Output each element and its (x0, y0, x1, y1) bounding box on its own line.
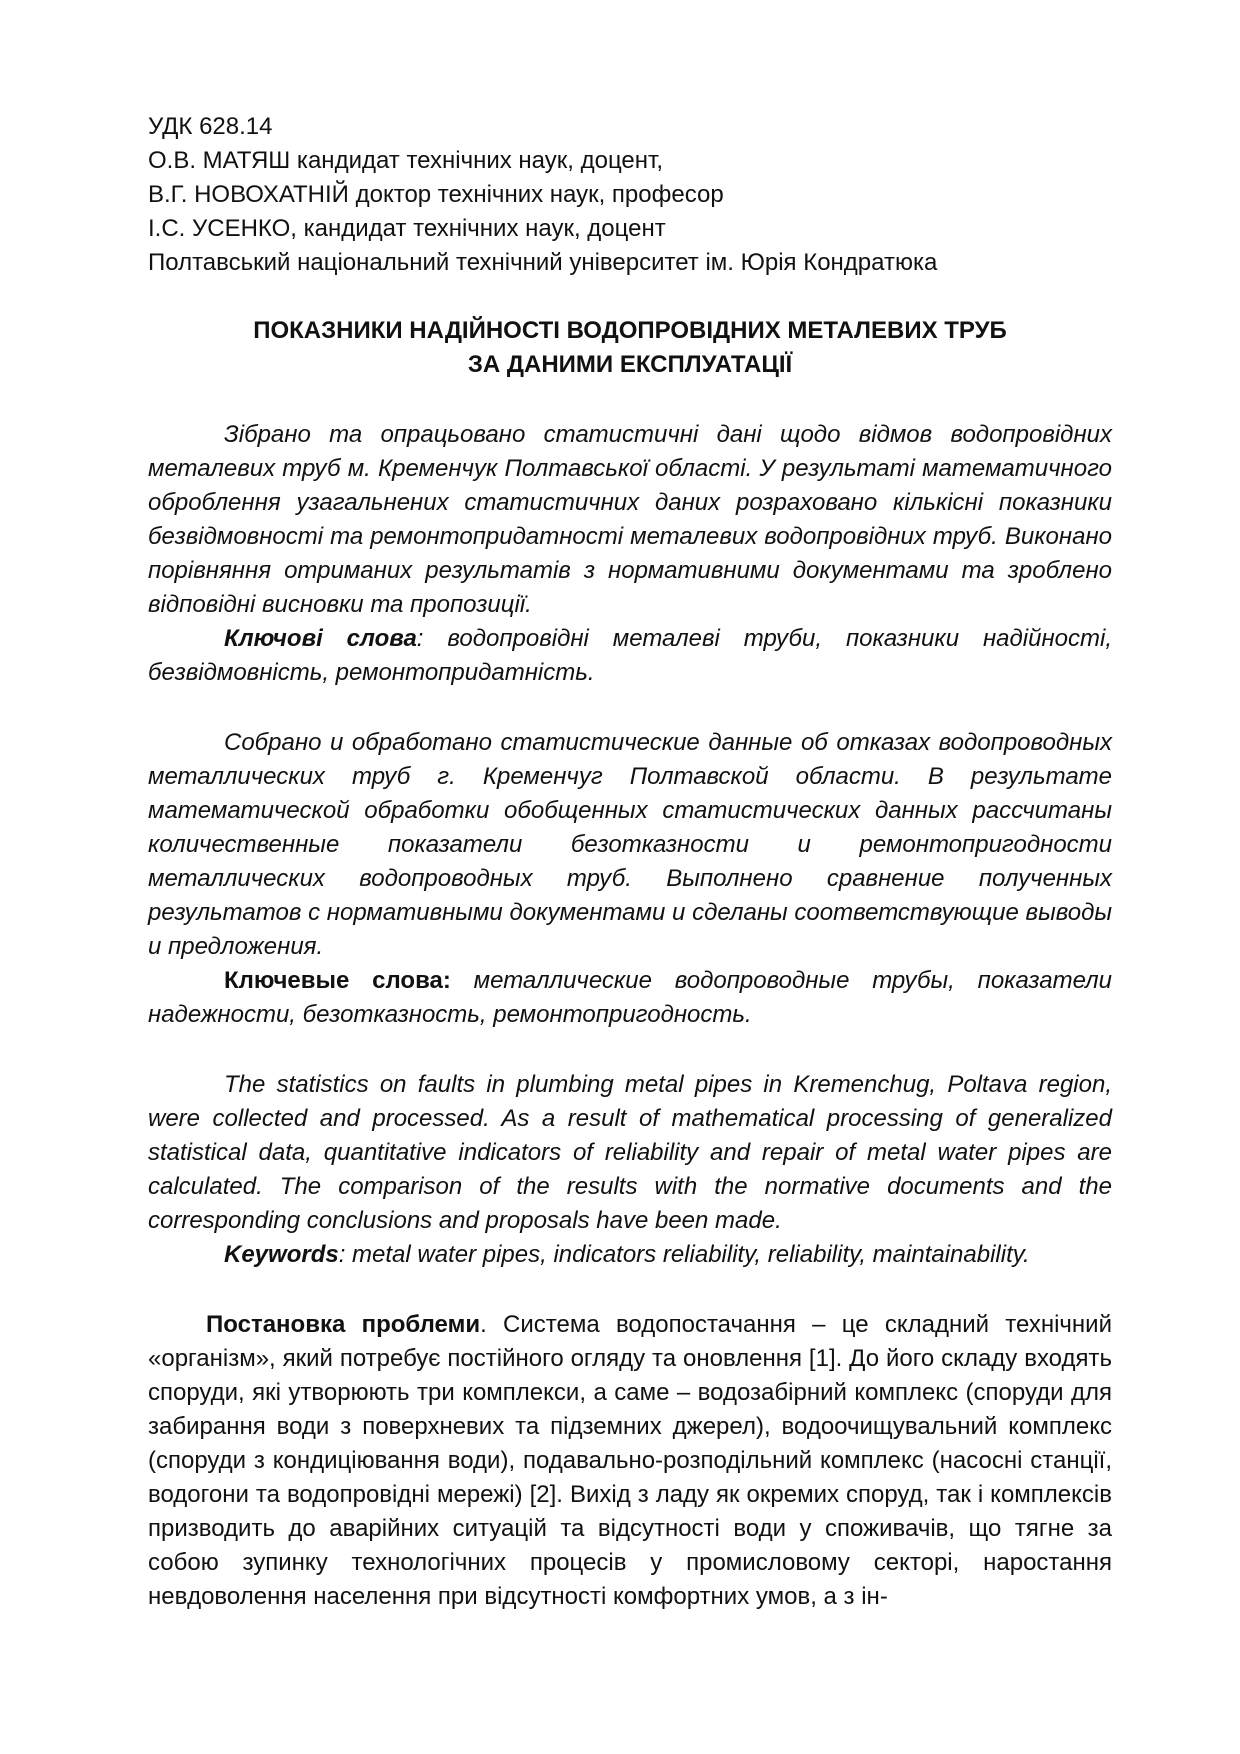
udk-code: УДК 628.14 (148, 113, 273, 140)
keywords-ru-text: металлические водопроводные трубы, показатели надежности, безотказность, ремонтопригодность. (148, 967, 1112, 1028)
problem-statement-heading: Постановка проблеми (206, 1311, 481, 1338)
keywords-en-text: : metal water pipes, indicators reliability, reliability, maintainability. (338, 1241, 1030, 1268)
header-block (148, 110, 1112, 280)
keywords-ru (148, 964, 1112, 1032)
keywords-en-label: Keywords (224, 1241, 339, 1268)
body-section (148, 1308, 1112, 1614)
author-line-2: В.Г. НОВОХАТНІЙ доктор технічних наук, професор (148, 181, 724, 208)
title-line-2: ЗА ДАНИМИ ЕКСПЛУАТАЦІЇ (467, 351, 793, 378)
paper-title (148, 314, 1112, 382)
abstract-ua-text: Зібрано та опрацьовано статистичні дані щодо відмов водопровідних металевих труб м. Кременчук Полтавської області. У результаті математичного оброблення узагальнених статистичних даних розраховано кількісні показники безвідмовності та ремонтопридатності металевих водопровідних труб. Виконано порівняння отриманих результатів з нормативними документами та зроблено відповідні висновки та пропозиції. (148, 421, 1112, 618)
keywords-en (148, 1238, 1112, 1272)
problem-statement-text: . Система водопостачання – це складний технічний «організм», який потребує постійного огляду та оновлення [1]. До його складу входять споруди, які утворюють три комплекси, а саме – водозабірний комплекс (споруди для забирання води з поверхневих та підземних джерел), водоочищувальний комплекс (споруди з кондиціювання води), подавально-розподільний комплекс (насосні станції, водогони та водопровідні мережі) [2]. Вихід з ладу як окремих споруд, так і комплексів призводить до аварійних ситуацій та відсутності води у споживачів, що тягне за собою зупинку технологічних процесів у промисловому секторі, наростання невдоволення населення при відсутності комфортних умов, а з ін- (148, 1311, 1112, 1610)
problem-statement-paragraph (148, 1308, 1112, 1614)
keywords-ua (148, 622, 1112, 690)
keywords-ua-label: Ключові слова (224, 625, 417, 652)
abstract-ukrainian (148, 418, 1112, 690)
abstract-english (148, 1068, 1112, 1272)
abstract-en-text: The statistics on faults in plumbing metal pipes in Kremenchug, Poltava region, were collected and processed. As a result of mathematical processing of generalized statistical data, quantitative indicators of reliability and repair of metal water pipes are calculated. The comparison of the results with the normative documents and the corresponding conclusions and proposals have been made. (148, 1071, 1112, 1234)
author-line-1: О.В. МАТЯШ кандидат технічних наук, доцент, (148, 147, 664, 174)
abstract-ru-text: Собрано и обработано статистические данные об отказах водопроводных металлических труб г. Кременчуг Полтавской области. В результате математической обработки обобщенных статистических данных рассчитаны количественные показатели безотказности и ремонтопригодности металлических водопроводных труб. Выполнено сравнение полученных результатов с нормативными документами и сделаны соответствующие выводы и предложения. (148, 729, 1112, 960)
title-line-1: ПОКАЗНИКИ НАДІЙНОСТІ ВОДОПРОВІДНИХ МЕТАЛЕВИХ ТРУБ (253, 317, 1007, 344)
author-line-3: І.С. УСЕНКО, кандидат технічних наук, доцент (148, 215, 666, 242)
abstract-russian (148, 726, 1112, 1032)
keywords-ru-label: Ключевые слова: (224, 967, 451, 994)
keywords-ua-text: : водопровідні металеві труби, показники надійності, безвідмовність, ремонтопридатність. (148, 625, 1112, 686)
affiliation: Полтавський національний технічний університет ім. Юрія Кондратюка (148, 249, 938, 276)
